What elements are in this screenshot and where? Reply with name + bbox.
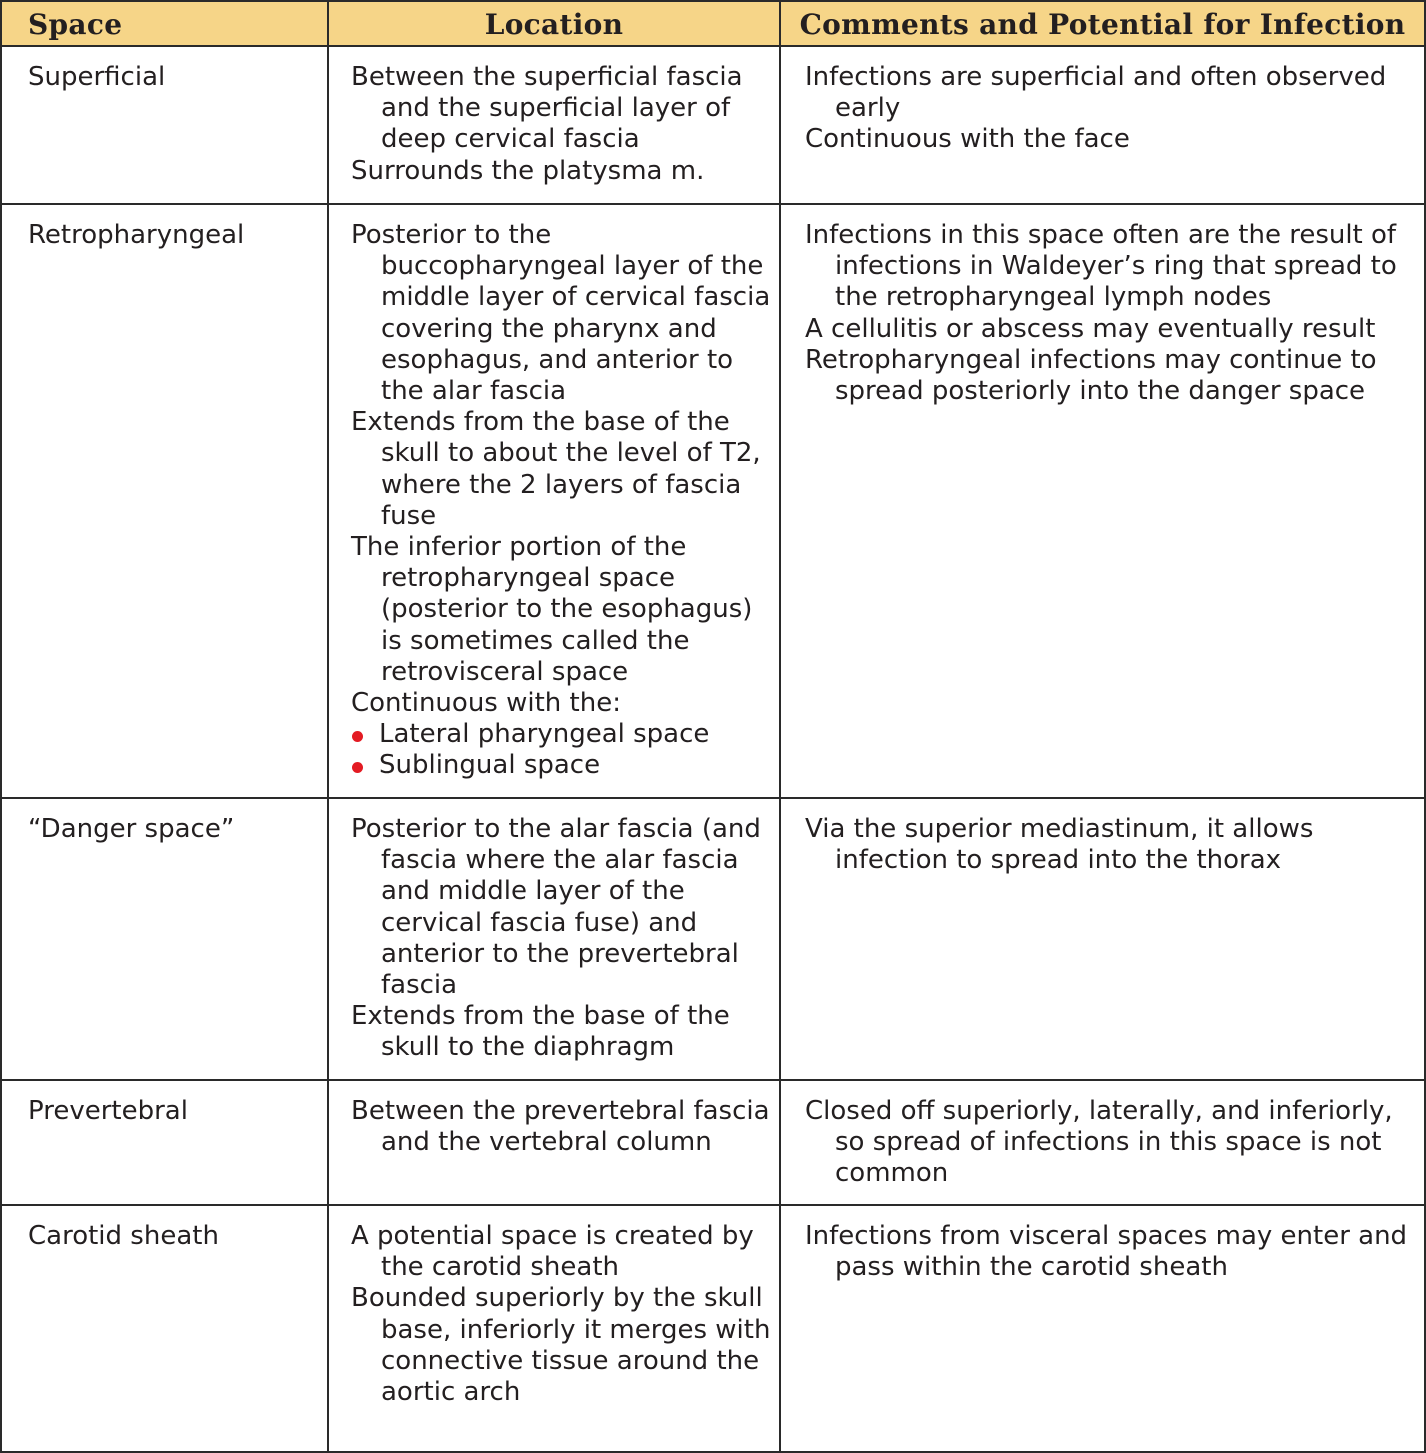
comment-entry: A cellulitis or abscess may eventually result <box>805 313 1376 344</box>
bullet-text: Sublingual space <box>379 750 601 781</box>
comments-cell <box>779 1206 1424 1451</box>
table-row <box>2 797 1424 1079</box>
comment-entry: Infections from visceral spaces may enter and pass within the carotid sheath <box>805 1221 1408 1283</box>
table-header-row <box>2 2 1424 47</box>
location-cell <box>327 205 779 797</box>
comments-cell <box>779 1081 1424 1204</box>
table-row <box>2 203 1424 797</box>
location-entry: Between the prevertebral fascia and the vertebral column <box>351 1096 770 1158</box>
comments-cell <box>779 47 1424 203</box>
space-name: Retropharyngeal <box>28 220 245 250</box>
location-entry: Between the superficial fascia and the superficial layer of deep cervical fascia <box>351 62 743 155</box>
location-entry: Extends from the base of the skull to about the level of T2, where the 2 layers of fascia fuse <box>351 407 761 531</box>
comment-entry: Infections are superficial and often observed early <box>805 62 1387 124</box>
location-entry: Posterior to the buccopharyngeal layer of the middle layer of cervical fascia covering the pharynx and esophagus, and anterior to the alar fascia <box>351 220 771 407</box>
table-row <box>2 1079 1424 1204</box>
comments-cell <box>779 205 1424 797</box>
location-cell <box>327 1081 779 1204</box>
location-bullet <box>351 750 779 781</box>
location-entry: A potential space is created by the carotid sheath <box>351 1221 754 1283</box>
location-cell <box>327 799 779 1079</box>
location-cell <box>327 1206 779 1451</box>
comment-entry: Retropharyngeal infections may continue to spread posteriorly into the danger space <box>805 344 1377 407</box>
table-row <box>2 47 1424 203</box>
table-row <box>2 1204 1424 1451</box>
space-name: Superficial <box>28 62 166 92</box>
location-entry: Continuous with the: <box>351 688 621 719</box>
bullet-dot-icon <box>352 762 363 773</box>
comment-entry: Infections in this space often are the result of infections in Waldeyer’s ring that spread to the retropharyngeal lymph nodes <box>805 220 1397 313</box>
location-entry: Bounded superiorly by the skull base, inferiorly it merges with connective tissue around the aortic arch <box>351 1283 771 1408</box>
space-name: “Danger space” <box>28 814 235 844</box>
space-name: Prevertebral <box>28 1096 188 1126</box>
comment-entry: Continuous with the face <box>805 124 1130 155</box>
header-location: Location <box>327 2 779 45</box>
bullet-dot-icon <box>352 731 363 742</box>
location-bullet <box>351 719 779 750</box>
header-comments: Comments and Potential for Infection <box>779 2 1424 45</box>
space-name: Carotid sheath <box>28 1221 219 1251</box>
header-space: Space <box>28 8 123 41</box>
location-entry: Extends from the base of the skull to the diaphragm <box>351 1001 730 1063</box>
location-entry: Surrounds the platysma m. <box>351 155 705 186</box>
bullet-text: Lateral pharyngeal space <box>379 719 710 750</box>
comment-entry: Via the superior mediastinum, it allows infection to spread into the thorax <box>805 814 1314 876</box>
comment-entry: Closed off superiorly, laterally, and inferiorly, so spread of infections in this space is not common <box>805 1096 1393 1189</box>
comments-cell <box>779 799 1424 1079</box>
location-entry: Posterior to the alar fascia (and fascia where the alar fascia and middle layer of the cervical fascia fuse) and anterior to the prevertebral fascia <box>351 814 761 1001</box>
location-cell <box>327 47 779 203</box>
location-entry: The inferior portion of the retropharyngeal space (posterior to the esophagus) is sometimes called the retrovisceral space <box>351 532 753 687</box>
